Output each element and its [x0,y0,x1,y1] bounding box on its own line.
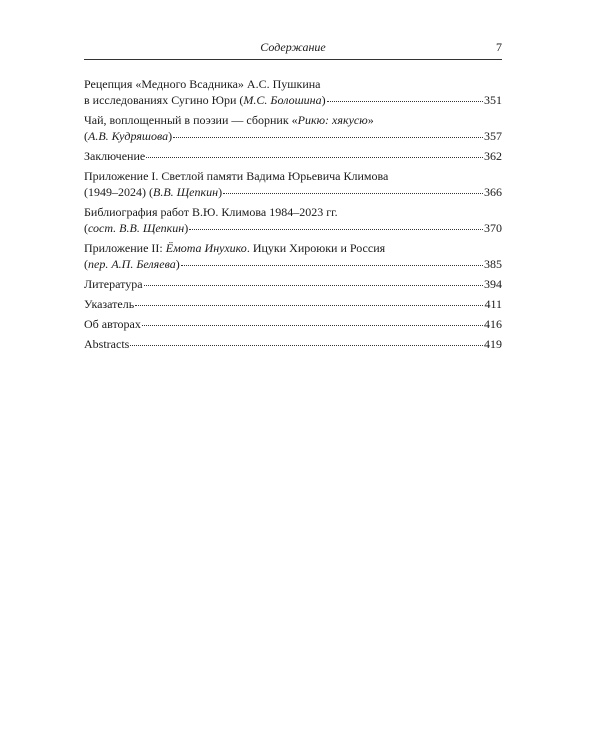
toc-text-part: (1949–2024) ( [84,185,153,199]
toc-text-part: Abstracts [84,337,130,351]
toc-entry-row [84,336,502,352]
toc-entry-row [84,296,502,312]
dot-leader [135,295,483,306]
toc-text-part: ( [84,129,88,143]
toc-page-number: 366 [484,185,502,199]
toc-entry-row [84,316,502,332]
toc-text-part: пер. А.П. Беляева [88,257,176,271]
toc-entry-title [84,148,145,164]
toc-text-part: ) [175,257,180,271]
dot-leader [181,255,483,266]
toc-entry[interactable] [84,112,502,144]
toc-entry-title [84,184,222,200]
toc-text-part: в исследованиях Сугино Юри ( [84,93,244,107]
toc-page-number: 394 [484,277,502,291]
toc-page-number: 416 [484,317,502,331]
toc-entry-line: Приложение I. Светлой памяти Вадима Юрьевича Климова [84,169,389,183]
toc-entry[interactable] [84,296,502,312]
toc-entry[interactable] [84,148,502,164]
toc-text-part: В.В. Щепкин [153,185,219,199]
toc-entry[interactable] [84,240,502,272]
toc-page-number: 362 [484,149,502,163]
toc-text-part: ) [321,93,326,107]
toc-text-part: ( [84,257,88,271]
dot-leader [189,219,483,230]
toc-text-part: . Ицуки Хироюки и Россия [246,241,386,255]
toc-entry-line [84,112,502,128]
toc-text-part: Литература [84,277,143,291]
dot-leader [142,315,483,326]
toc-page-number: 419 [484,337,502,351]
toc-entry-title [84,296,134,312]
toc-text-part: » [367,113,374,127]
dot-leader [327,91,483,102]
toc-entry-title [84,276,143,292]
toc-entry-row [84,184,502,200]
toc-text-part: ) [218,185,223,199]
toc-text-part: Ёмота Инухико [165,241,247,255]
toc-entry-row [84,148,502,164]
toc-entry-line: Рецепция «Медного Всадника» А.С. Пушкина [84,77,321,91]
toc-text-part: ( [84,221,88,235]
toc-entry[interactable] [84,276,502,292]
toc-text-part: Заключение [84,149,146,163]
toc-entry-title [84,316,141,332]
toc-text-part: Приложение II: [84,241,166,255]
dot-leader [223,183,483,194]
toc-entry-title [84,220,188,236]
toc-entry[interactable] [84,204,502,236]
toc-page-number: 385 [484,257,502,271]
toc-entry-line: Библиография работ В.Ю. Климова 1984–2023 гг. [84,205,338,219]
toc-entry-row [84,256,502,272]
toc-text-part: ) [184,221,189,235]
header-title: Содержание [260,40,326,54]
toc-page-number: 357 [484,129,502,143]
dot-leader [146,147,483,158]
toc-entry[interactable] [84,316,502,332]
toc-entry[interactable] [84,336,502,352]
table-of-contents [84,76,502,356]
toc-text-part: Чай, воплощенный в поэзии — сборник « [84,113,298,127]
toc-entry-line [84,240,502,256]
dot-leader [173,127,483,138]
dot-leader [130,335,483,346]
toc-text-part: Указатель [84,297,135,311]
toc-text-part: А.В. Кудряшова [88,129,169,143]
toc-entry-row [84,128,502,144]
toc-entry[interactable] [84,168,502,200]
toc-page-number: 411 [484,297,502,311]
toc-text-part: Рикю: хякусю [297,113,368,127]
toc-entry-row [84,220,502,236]
page-number: 7 [496,40,502,54]
toc-page-number: 351 [484,93,502,107]
dot-leader [144,275,483,286]
toc-entry-title [84,128,172,144]
running-header [84,40,502,60]
toc-text-part: сост. В.В. Щепкин [88,221,185,235]
toc-text-part: М.С. Болошина [243,93,322,107]
toc-entry[interactable] [84,76,502,108]
toc-page-number: 370 [484,221,502,235]
header-rule [84,59,502,60]
toc-entry-title [84,256,180,272]
toc-entry-title [84,92,326,108]
toc-entry-row [84,276,502,292]
toc-text-part: ) [168,129,173,143]
toc-entry-title [84,336,129,352]
toc-entry-row [84,92,502,108]
toc-text-part: Об авторах [84,317,141,331]
